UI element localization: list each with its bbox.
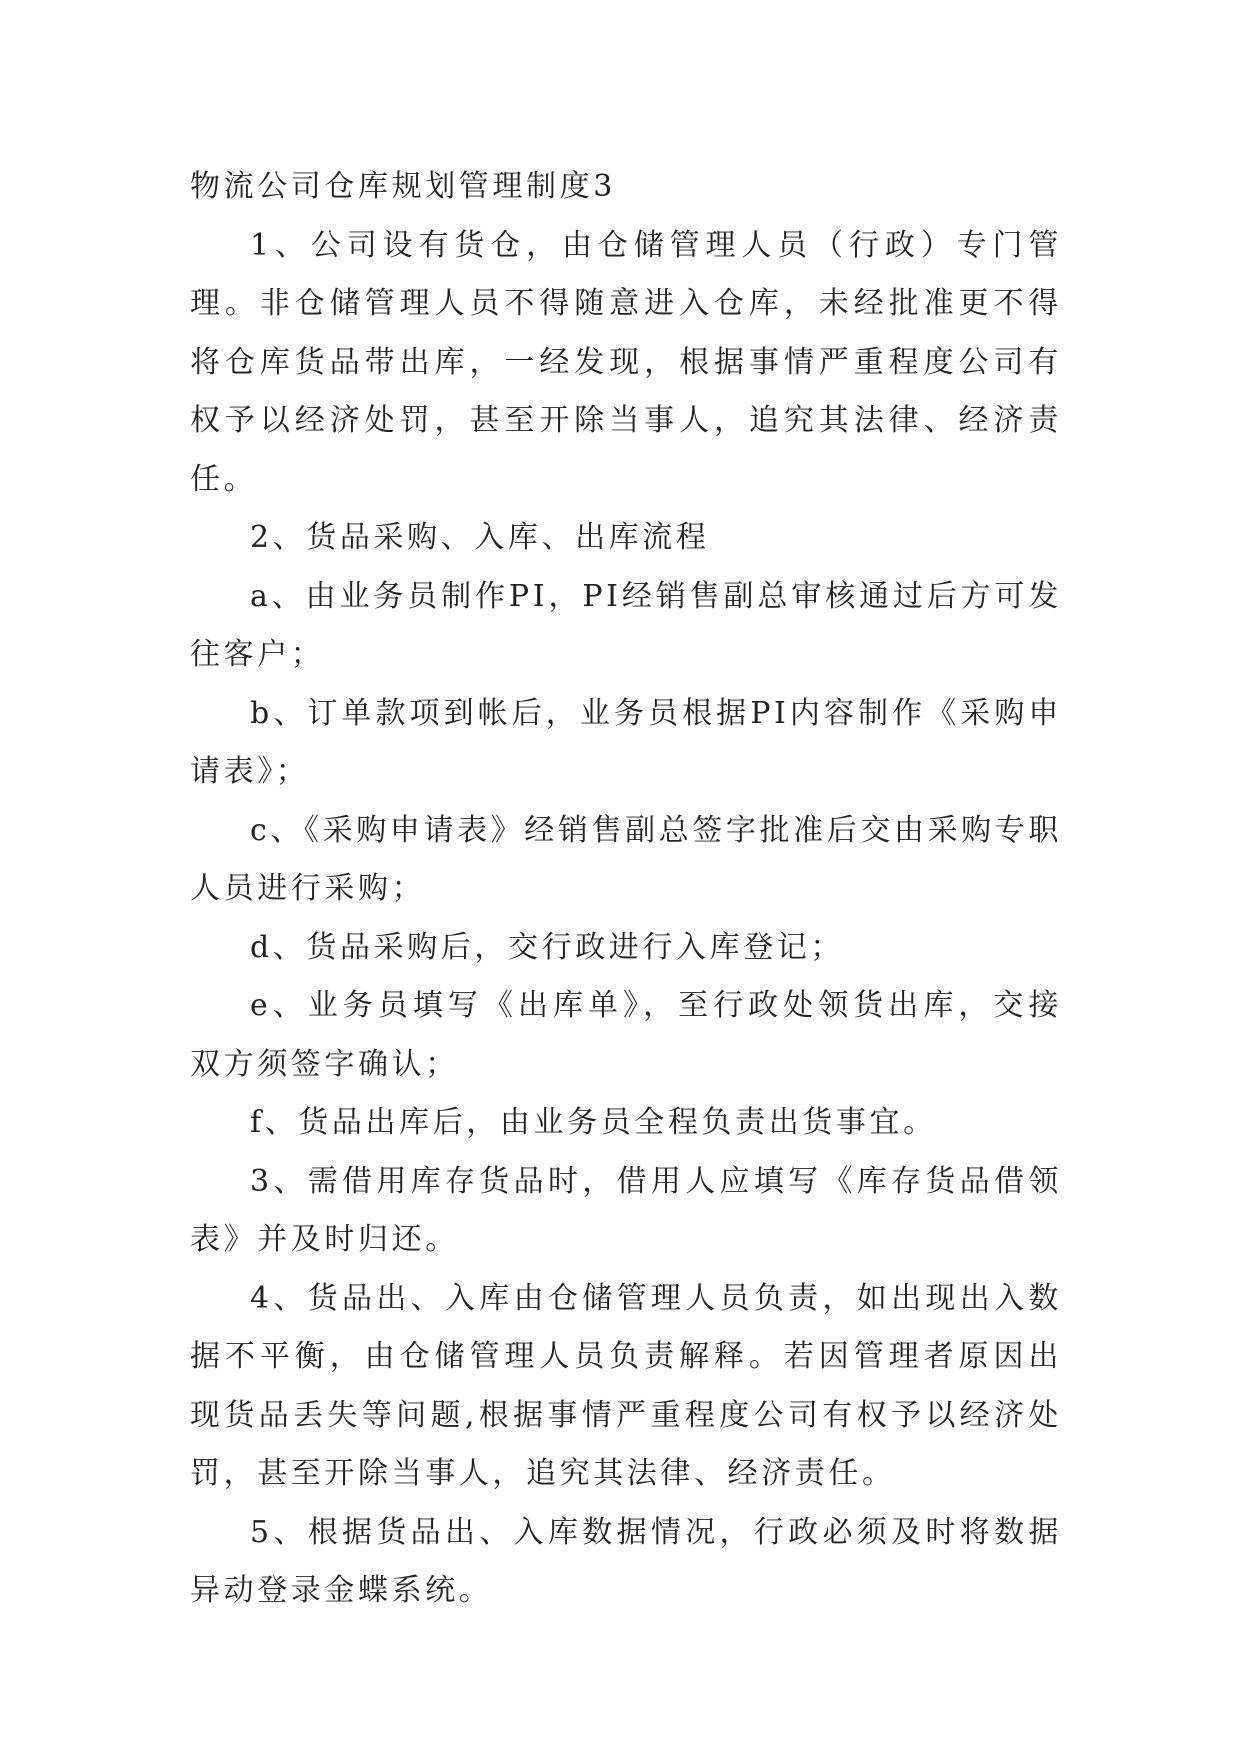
document-body (190, 158, 1062, 1621)
paragraph-4: 4、货品出、入库由仓储管理人员负责，如出现出入数据不平衡，由仓储管理人员负责解释。若因管理者原因出现货品丢失等问题,根据事情严重程度公司有权予以经济处罚，甚至开除当事人，追究其法律、经济责任。 (190, 1280, 1062, 1491)
paragraph-3: 3、需借用库存货品时，借用人应填写《库存货品借领表》并及时归还。 (190, 1163, 1062, 1257)
paragraph-2e: e、业务员填写《出库单》，至行政处领货出库，交接双方须签字确认； (190, 988, 1062, 1082)
document-title: 物流公司仓库规划管理制度3 (190, 169, 616, 204)
paragraph-2f: f、货品出库后，由业务员全程负责出货事宜。 (250, 1105, 937, 1140)
paragraph-5: 5、根据货品出、入库数据情况，行政必须及时将数据异动登录金蝶系统。 (190, 1514, 1062, 1608)
paragraph-1: 1、公司设有货仓，由仓储管理人员（行政）专门管理。非仓储管理人员不得随意进入仓库，未经批准更不得将仓库货品带出库，一经发现，根据事情严重程度公司有权予以经济处罚，甚至开除当事人，追究其法律、经济责任。 (190, 227, 1062, 497)
paragraph-2c: c、《采购申请表》经销售副总签字批准后交由采购专职人员进行采购； (190, 812, 1062, 906)
paragraph-2d: d、货品采购后，交行政进行入库登记； (250, 929, 845, 965)
paragraph-2b: b、订单款项到帐后，业务员根据PI内容制作《采购申请表》； (190, 695, 1062, 789)
paragraph-2a: a、由业务员制作PI，PI经销售副总审核通过后方可发往客户； (190, 578, 1062, 672)
paragraph-2: 2、货品采购、入库、出库流程 (250, 520, 710, 555)
